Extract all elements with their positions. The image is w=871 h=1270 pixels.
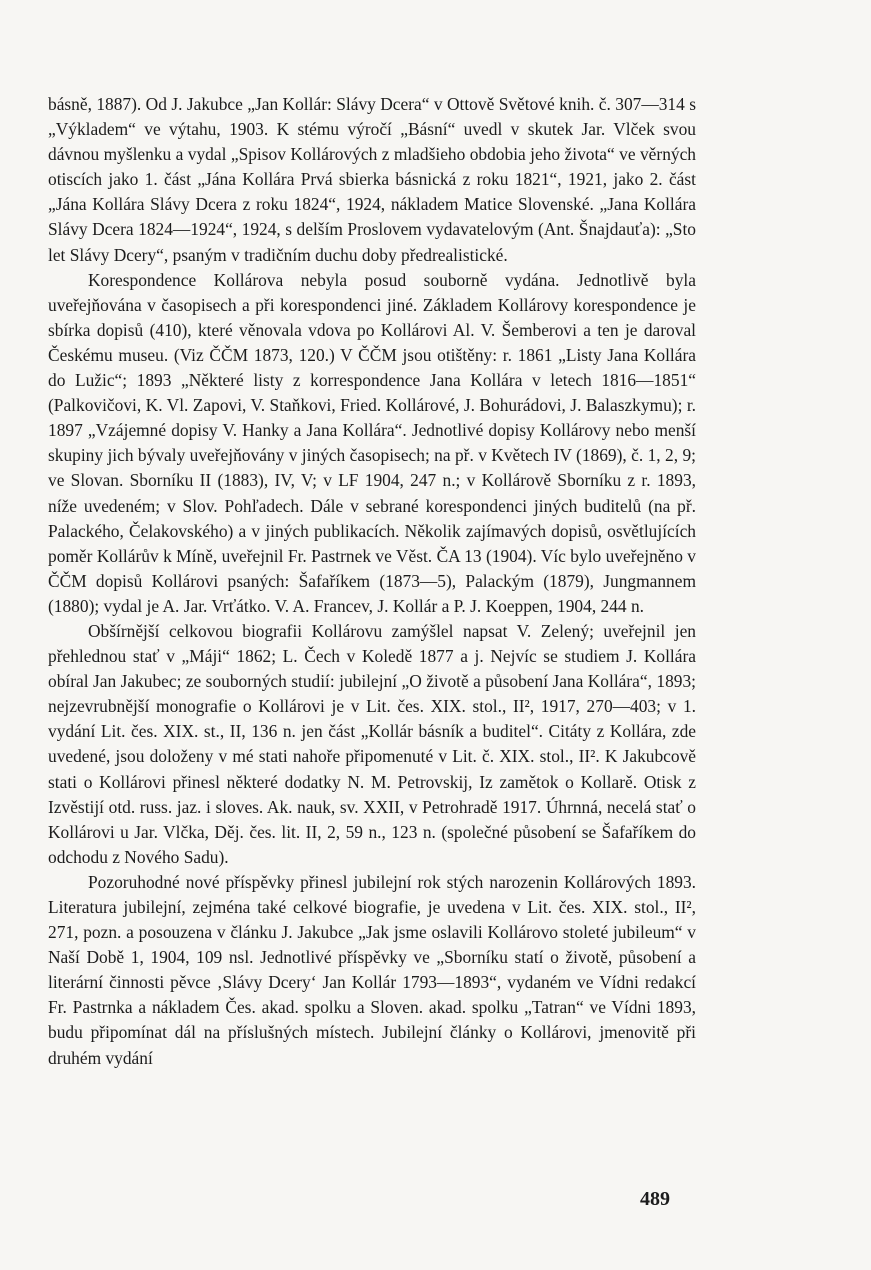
paragraph-1: básně, 1887). Od J. Jakubce „Jan Kollár: Slávy Dcera“ v Ottově Světové knih. č. 307—314 s „Výkladem“ ve výtahu, 1903. K stému výročí „Básní“ uvedl v skutek Jar. Vlček svou dávnou myšlenku a vydal „Spisov Kollárových z mladšieho obdobia jeho života“ ve věrných otiscích jako 1. část „Jána Kollára Prvá sbierka básnická z roku 1821“, 1921, jako 2. část „Jána Kollára Slávy Dcera z roku 1824“, 1924, nákladem Matice Slovenské. „Jana Kollára Slávy Dcera 1824—1924“, 1924, s delším Proslovem vydavatelovým (Ant. Šnajdauťa): „Sto let Slávy Dcery“, psaným v tradičním duchu doby předrealistické. bbox=[48, 94, 696, 265]
paragraph-4: Pozoruhodné nové příspěvky přinesl jubilejní rok stých narozenin Kollárových 1893. Literatura jubilejní, zejména také celkové biografie, je uvedena v Lit. čes. XIX. stol., II², 271, pozn. a posouzena v článku J. Jakubce „Jak jsme oslavili Kollárovo stoleté jubileum“ v Naší Době 1, 1904, 109 nsl. Jednotlivé příspěvky ve „Sborníku statí o životě, působení a literární činnosti pěvce ‚Slávy Dcery‘ Jan Kollár 1793—1893“, vydaném ve Vídni redakcí Fr. Pastrnka a nákladem Čes. akad. spolku a Sloven. akad. spolku „Tatran“ ve Vídni 1893, budu připomínat dál na příslušných místech. Jubilejní články o Kollárovi, jmenovitě při druhém vydání bbox=[48, 871, 696, 1068]
paragraph-2: Korespondence Kollárova nebyla posud souborně vydána. Jednotlivě byla uveřejňována v časopisech a při korespondenci jiné. Základem Kollárovy korespondence je sbírka dopisů (410), které věnovala vdova po Kollárovi Al. V. Šemberovi a ten je daroval Českému museu. (Viz ČČM 1873, 120.) V ČČM jsou otištěny: r. 1861 „Listy Jana Kollára do Lužic“; 1893 „Některé listy z korrespondence Jana Kollára v letech 1816—1851“ (Palkovičovi, K. Vl. Zapovi, V. Staňkovi, Fried. Kollárové, J. Bohurádovi, J. Balaszkymu); r. 1897 „Vzájemné dopisy V. Hanky a Jana Kollára“. Jednotlivé dopisy Kollárovy nebo menší skupiny jich bývaly uveřejňovány v jiných časopisech; na př. v Květech IV (1869), č. 1, 2, 9; ve Slovan. Sborníku II (1883), IV, V; v LF 1904, 247 n.; v Kollárově Sborníku z r. 1893, níže uvedeném; v Slov. Pohľadech. Dále v sebrané korespondenci jiných buditelů (na př. Palackého, Čelakovského) a v jiných publikacích. Několik zajímavých dopisů, osvětlujících poměr Kollárův k Míně, uveřejnil Fr. Pastrnek ve Věst. ČA 13 (1904). Víc bylo uveřejněno v ČČM dopisů Kollárovi psaných: Šafaříkem (1873—5), Palackým (1879), Jungmannem (1880); vydal je A. Jar. Vrťátko. V. A. Francev, J. Kollár a P. J. Koeppen, 1904, 244 n. bbox=[48, 269, 696, 616]
page-body bbox=[48, 92, 696, 1071]
paragraph-3: Obšírnější celkovou biografii Kollárovu zamýšlel napsat V. Zelený; uveřejnil jen přehlednou stať v „Máji“ 1862; L. Čech v Koledě 1877 a j. Nejvíc se studiem J. Kollára obíral Jan Jakubec; ze souborných studií: jubilejní „O životě a působení Jana Kollára“, 1893; nejzevrubnější monografie o Kollárovi je v Lit. čes. XIX. stol., II², 1917, 270—403; v 1. vydání Lit. čes. XIX. st., II, 136 n. jen část „Kollár básník a buditel“. Citáty z Kollára, zde uvedené, jsou doloženy v mé stati nahoře připomenuté v Lit. č. XIX. stol., II². K Jakubcově stati o Kollárovi přinesl některé dodatky N. M. Petrovskij, Iz zamětok o Kollarě. Otisk z Izvěstijí otd. russ. jaz. i sloves. Ak. nauk, sv. XXII, v Petrohradě 1917. Úhrnná, necelá stať o Kollárovi u Jar. Vlčka, Děj. čes. lit. II, 2, 59 n., 123 n. (společné působení se Šafaříkem do odchodu z Nového Sadu). bbox=[48, 620, 696, 867]
page-number: 489 bbox=[640, 1188, 670, 1210]
